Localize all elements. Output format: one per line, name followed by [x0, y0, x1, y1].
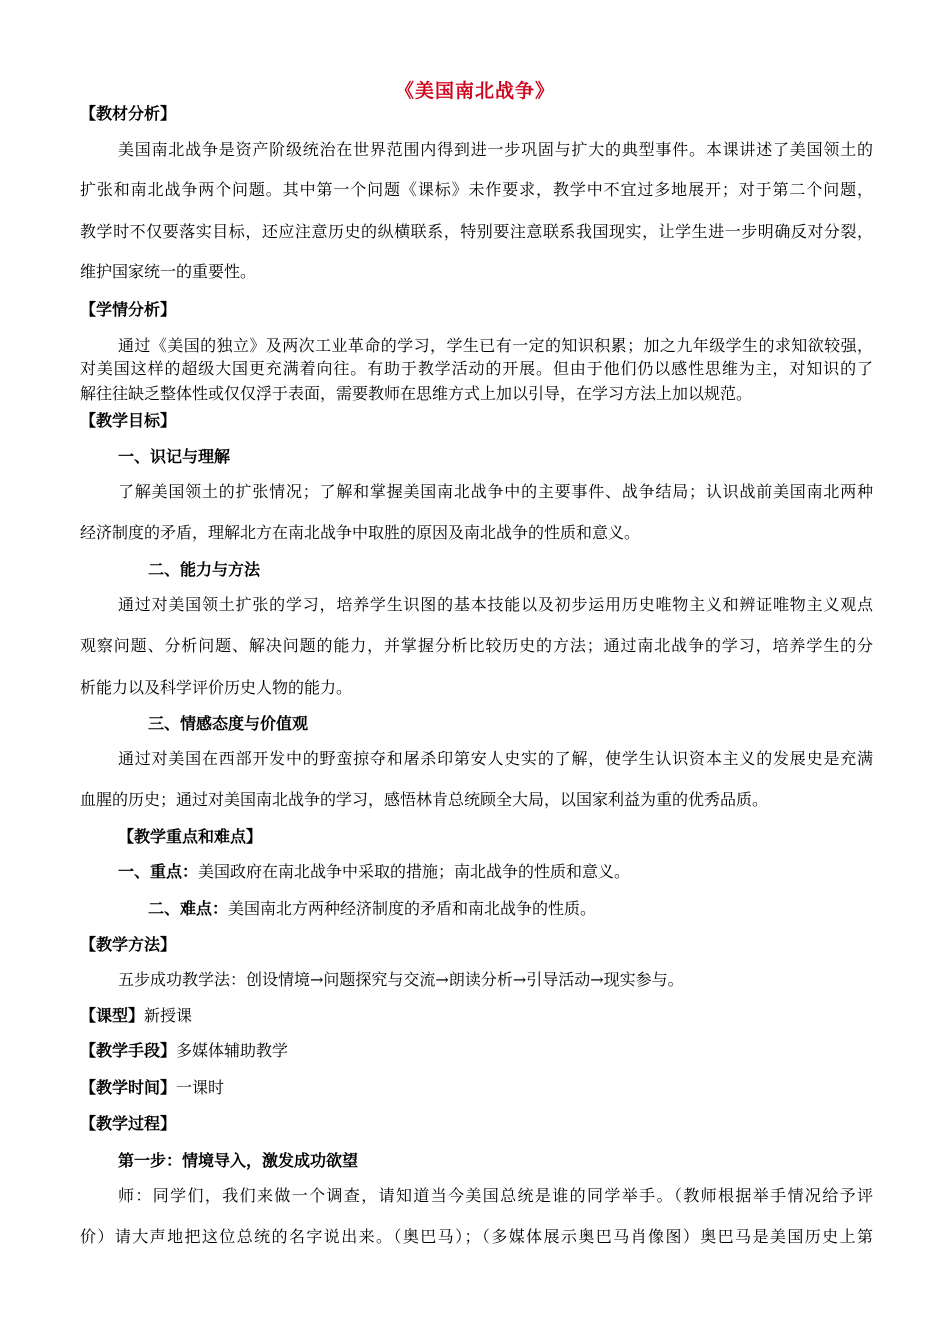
key-point-text: 美国政府在南北战争中采取的措施；南北战争的性质和意义。	[198, 862, 631, 881]
subheading-emotion-values: 三、情感态度与价值观	[148, 714, 309, 733]
section-heading-student-analysis: 【学情分析】	[80, 300, 177, 319]
paragraph-line: 价）请大声地把这位总统的名字说出来。（奥巴马）；（多媒体展示奥巴马肖像图）奥巴马是美国历史上第	[80, 1227, 873, 1246]
subheading-step-one: 第一步：情境导入，激发成功欲望	[118, 1151, 359, 1170]
key-point-line	[118, 861, 630, 883]
difficult-point-line	[148, 898, 596, 920]
paragraph-line: 了解美国领土的扩张情况；了解和掌握美国南北战争中的主要事件、战争结局；认识战前美国南北两种	[118, 482, 873, 501]
difficult-point-label: 二、难点：	[148, 899, 229, 918]
paragraph-line: 美国南北战争是资产阶级统治在世界范围内得到进一步巩固与扩大的典型事件。本课讲述了美国领土的	[118, 140, 873, 159]
paragraph-line: 解往往缺乏整体性或仅仅浮于表面，需要教师在思维方式上加以引导，在学习方法上加以规范。	[80, 384, 753, 403]
paragraph-line: 通过《美国的独立》及两次工业革命的学习，学生已有一定的知识积累；加之九年级学生的求知欲较强，	[118, 336, 873, 355]
subheading-memory-understanding: 一、识记与理解	[118, 447, 231, 466]
paragraph-line: 师：同学们，我们来做一个调查，请知道当今美国总统是谁的同学举手。（教师根据举手情况给予评	[118, 1186, 873, 1205]
paragraph-line: 经济制度的矛盾，理解北方在南北战争中取胜的原因及南北战争的性质和意义。	[80, 523, 641, 542]
difficult-point-text: 美国南北方两种经济制度的矛盾和南北战争的性质。	[228, 899, 597, 918]
document-title: 《美国南北战争》	[394, 80, 555, 102]
teaching-means-value: 多媒体辅助教学	[176, 1041, 289, 1060]
lesson-type-line	[80, 1005, 192, 1027]
paragraph-line: 血腥的历史；通过对美国南北战争的学习，感悟林肯总统顾全大局，以国家利益为重的优秀品质。	[80, 790, 769, 809]
lesson-type-value: 新授课	[144, 1006, 193, 1025]
subheading-ability-method: 二、能力与方法	[148, 560, 261, 579]
paragraph-line: 通过对美国领土扩张的学习，培养学生识图的基本技能以及初步运用历史唯物主义和辨证唯物主义观点	[118, 595, 873, 614]
section-heading-teaching-time: 【教学时间】	[80, 1078, 177, 1097]
paragraph-line: 析能力以及科学评价历史人物的能力。	[80, 678, 353, 697]
paragraph-line: 观察问题、分析问题、解决问题的能力，并掌握分析比较历史的方法；通过南北战争的学习，培养学生的分	[80, 636, 873, 655]
paragraph-line: 扩张和南北战争两个问题。其中第一个问题《课标》未作要求，教学中不宜过多地展开；对于第二个问题，	[80, 180, 873, 199]
paragraph-line: 教学时不仅要落实目标，还应注意历史的纵横联系，特别要注意联系我国现实，让学生进一步明确反对分裂，	[80, 222, 873, 241]
section-heading-teaching-method: 【教学方法】	[80, 935, 177, 954]
section-heading-teaching-process: 【教学过程】	[80, 1114, 177, 1133]
teaching-means-line	[80, 1040, 288, 1062]
paragraph-line: 五步成功教学法：创设情境→问题探究与交流→朗读分析→引导活动→现实参与。	[118, 970, 684, 989]
section-heading-teaching-goals: 【教学目标】	[80, 411, 177, 430]
section-heading-lesson-type: 【课型】	[80, 1006, 145, 1025]
teaching-time-value: 一课时	[176, 1078, 225, 1097]
paragraph-line: 通过对美国在西部开发中的野蛮掠夺和屠杀印第安人史实的了解，使学生认识资本主义的发展史是充满	[118, 749, 873, 768]
paragraph-line: 维护国家统一的重要性。	[80, 262, 257, 281]
section-heading-textbook-analysis: 【教材分析】	[80, 104, 177, 123]
section-heading-key-difficult: 【教学重点和难点】	[118, 827, 263, 846]
key-point-label: 一、重点：	[118, 862, 199, 881]
teaching-time-line	[80, 1077, 224, 1099]
paragraph-line: 对美国这样的超级大国更充满着向往。有助于教学活动的开展。但由于他们仍以感性思维为主，对知识的了	[80, 359, 873, 378]
section-heading-teaching-means: 【教学手段】	[80, 1041, 177, 1060]
